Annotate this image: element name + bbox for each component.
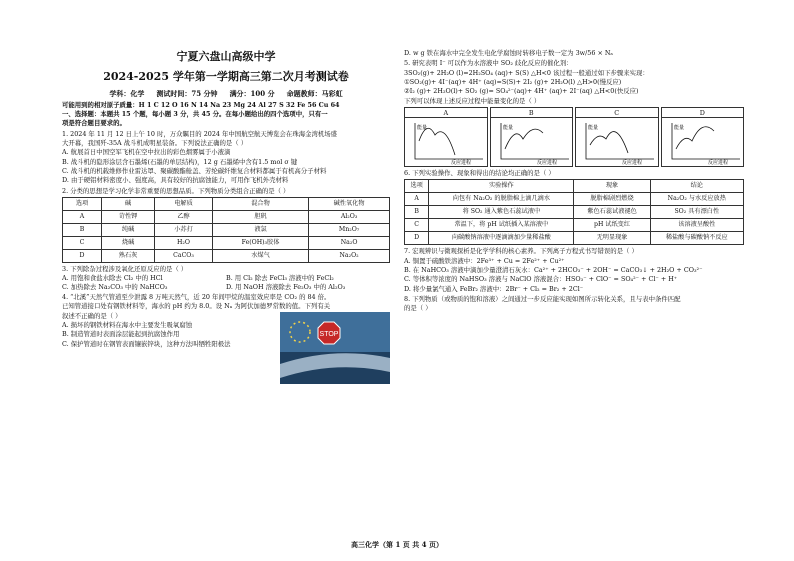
right-column (404, 48, 744, 314)
graph-label: A (405, 109, 487, 118)
q7-stem: 7. 宏观辨识与微观探析是化学学科的核心素养。下列离子方程式书写错误的是（ ） (404, 247, 638, 256)
table-cell: 将 SO₂ 通入紫色石蕊试液中 (429, 206, 574, 219)
q4-stem: 4. “北溪”天然气管道至少泄露 8 万吨天然气，近 20 年间甲烷的温室效应率是 CO₂ 的 84 倍。 (62, 292, 331, 301)
q4-option-c: C. 保护管道时在钢管表面镶嵌锌块，这种方法叫牺牲阳极法 (62, 339, 231, 348)
q3-option-d: D. 用 NaOH 溶液除去 Fe₂O₃ 中的 Al₂O₃ (226, 282, 346, 291)
q3-option-a: A. 用饱和食盐水除去 Cl₂ 中的 HCl (62, 274, 163, 283)
q1-option-b: B. 战斗机的隐形涂层含石墨烯(石墨的单层结构)，12 g 石墨烯中含有1.5 mol σ 键 (62, 157, 298, 166)
q6-stem: 6. 下列实验操作、现象和得出的结论均正确的是（ ） (404, 168, 555, 177)
question-6 (404, 169, 744, 245)
table-header: 现象 (574, 180, 650, 193)
q7-option-c: C. 等体积等浓度的 NaHSO₃ 溶液与 NaClO 溶液混合：HSO₃⁻ + ClO⁻ = SO₄²⁻ + Cl⁻ + H⁺ (404, 275, 678, 284)
left-column (62, 50, 390, 384)
table-cell: 紫色石蕊试液褪色 (574, 206, 650, 219)
question-2 (62, 187, 390, 263)
q4-stem-2: 已知管道接口处有钢铁材料等，海水的 pH 约为 8.0。设 Nₐ 为阿伏加德罗常数的值。下列有关 (62, 302, 331, 311)
axis-y-label: 能量 (588, 124, 599, 131)
energy-curve (491, 119, 571, 165)
table-cell: C (63, 236, 102, 249)
table-cell: B (405, 206, 429, 219)
table-header: 混合物 (212, 197, 308, 210)
q2-stem: 2. 分类的思想是学习化学非常重要的思想品质。下列物质分类组合正确的是（ ） (62, 186, 290, 195)
table-cell: 胆矾 (212, 210, 308, 223)
atomic-masses: 可能用到的相对原子质量：H 1 C 12 O 16 N 14 Na 23 Mg 24 Al 27 S 32 Fe 56 Cu 64 (62, 100, 340, 109)
table-cell: pH 试纸变红 (574, 219, 650, 232)
question-8 (404, 295, 744, 313)
q3-option-b: B. 用 Cl₂ 除去 FeCl₃ 溶液中的 FeCl₂ (226, 274, 334, 283)
graph-label: B (491, 109, 573, 118)
table-cell: 纯碱 (102, 223, 155, 236)
axis-x-label: 反应进程 (622, 159, 643, 165)
axis-y-label: 能量 (502, 124, 513, 131)
table-header: 选项 (63, 197, 102, 210)
q4-option-b: B. 制造管道时表面涂层能起到抗腐蚀作用 (62, 330, 180, 339)
q7-option-b: B. 在 NaHCO₃ 溶液中滴加少量澄清石灰水：Ca²⁺ + 2HCO₃⁻ + 2OH⁻ = CaCO₃↓ + 2H₂O + CO₃²⁻ (404, 265, 703, 274)
q5-energy-graphs (404, 107, 744, 167)
q1-option-d: D. 由于硬铝材料密度小、强度高，具有较好的抗腐蚀能力，可用作飞机外壳材料 (62, 176, 289, 185)
table-cell: 向碳酸钠溶液中逐滴滴加少量稀盐酸 (429, 232, 574, 245)
q5-stem: 5. 研究表明 I⁻ 可以作为水溶液中 SO₂ 歧化反应的催化剂： (404, 59, 573, 68)
table-header: 结论 (650, 180, 743, 193)
table-cell: 小苏打 (155, 223, 213, 236)
table-cell: B (63, 223, 102, 236)
axis-x-label: 反应进程 (707, 159, 728, 165)
q2-table (62, 197, 390, 263)
table-cell: D (63, 249, 102, 262)
graph-label: C (576, 109, 658, 118)
q7-option-d: D. 将少量氯气通入 FeBr₂ 溶液中：2Br⁻ + Cl₂ = Br₂ + 2Cl⁻ (404, 284, 584, 293)
table-cell: CaCO₃ (155, 249, 213, 262)
table-header: 电解质 (155, 197, 213, 210)
q8-stem: 8. 下列物质（或物质的饱和溶液）之间通过一步反应能实现如图所示转化关系，且与表中条件匹配 (404, 294, 681, 303)
table-row (405, 193, 744, 206)
q3-options-row-2 (62, 283, 390, 291)
q3-option-c: C. 加热除去 Na₂CO₃ 中的 NaHCO₃ (62, 282, 168, 291)
q8-stem-2: 的是（ ） (404, 304, 432, 313)
q6-table (404, 179, 744, 245)
table-header: 选项 (405, 180, 429, 193)
energy-graph-c (575, 107, 659, 167)
table-header-row (405, 180, 744, 193)
section1-title: 一、选择题：本题共 15 个题，每小题 3 分，共 45 分。在每小题给出的四个选项中，只有一 (62, 110, 328, 119)
table-cell: D (405, 232, 429, 245)
q5-step-2: ②I₂ (g)+ 2H₂O(l)+ SO₂ (g)= SO₄²⁻(aq)+ 4H⁺ (aq)+ 2I⁻(aq) △H<0(快反应) (404, 87, 639, 96)
q4-stem-3: 叙述不正确的是（ ） (62, 311, 122, 320)
table-row (63, 249, 390, 262)
table-cell: 液氯 (212, 223, 308, 236)
exam-meta (62, 89, 390, 98)
table-row (405, 219, 744, 232)
table-header-row (63, 197, 390, 210)
q5-equation: 3SO₂(g)+ 2H₂O (l)=2H₂SO₄ (aq)+ S(S) △H<0 该过程一般通过如下步骤来实现： (404, 68, 649, 77)
question-3 (62, 265, 390, 291)
q1-stem-2: 大开幕，我国歼-35A 战斗机成明星装备。下列说法正确的是（ ） (62, 139, 248, 147)
q4-option-a: A. 损坏的钢铁材料在海水中主要发生吸氧腐蚀 (62, 320, 193, 329)
table-cell: 常温下，将 pH 试纸插入某溶液中 (429, 219, 574, 232)
q5-step-1: ①SO₂(g)+ 4I⁻(aq)+ 4H⁺ (aq)=S(S)+ 2I₂ (g)+ 2H₂O(l) △H>0(慢反应) (404, 77, 622, 86)
test-time: 测试时间：75 分钟 (156, 88, 218, 98)
table-cell: A (63, 210, 102, 223)
table-cell: 苛性钾 (102, 210, 155, 223)
full-score: 满分：100 分 (229, 88, 275, 98)
question-5 (404, 59, 744, 167)
table-cell: 该溶液呈酸性 (650, 219, 743, 232)
table-cell: Al₂O₃ (309, 210, 390, 223)
q1-stem: 1. 2024 年 11 月 12 日上午 10 时，万众瞩目的 2024 年中国航空航天博览会在珠海金湾机场盛 (62, 129, 338, 138)
axis-y-label: 能量 (417, 124, 428, 131)
table-cell: Na₂O₂ (309, 249, 390, 262)
section1-title-2: 项是符合题目要求的。 (62, 119, 126, 128)
table-row (405, 206, 744, 219)
energy-graph-b (490, 107, 574, 167)
table-cell: Fe(OH)₃胶体 (212, 236, 308, 249)
table-cell: Na₂O₂ 与水反应放热 (650, 193, 743, 206)
page-footer: 高三化学（第 1 页 共 4 页） (351, 540, 443, 549)
table-cell: 乙醇 (155, 210, 213, 223)
axis-x-label: 反应进程 (536, 159, 557, 165)
table-cell: C (405, 219, 429, 232)
author: 命题教师：马彩虹 (286, 88, 343, 98)
stop-sign-text: STOP (319, 330, 339, 338)
q1-option-c: C. 战斗机的机载维修作业雷达罩、聚碳酸酯舱盖、芳纶碳纤维复合材料都属于有机高分子材料 (62, 166, 327, 175)
table-cell: SO₂ 具有漂白性 (650, 206, 743, 219)
table-cell: 熟石灰 (102, 249, 155, 262)
q4-option-d: D. w g 铁在海水中完全发生电化学腐蚀时转移电子数一定为 3w/56 × Nₐ (404, 49, 613, 57)
table-row (63, 236, 390, 249)
q3-options-row-1 (62, 274, 390, 282)
axis-y-label: 能量 (673, 124, 684, 131)
q1-option-a: A. 航展首日中国空军飞机在空中拉出的彩色烟雾属于小液滴 (62, 148, 231, 157)
table-cell: 稀盐酸与碳酸钠不反应 (650, 232, 743, 245)
graph-label: D (662, 109, 744, 118)
energy-curve (662, 119, 742, 165)
question-7 (404, 247, 744, 293)
table-cell: 无明显现象 (574, 232, 650, 245)
table-cell: Na₂O (309, 236, 390, 249)
table-header: 碱 (102, 197, 155, 210)
energy-curve (576, 119, 656, 165)
table-header: 实验操作 (429, 180, 574, 193)
subject: 学科：化学 (109, 88, 145, 98)
axis-x-label: 反应进程 (451, 159, 472, 165)
energy-curve (405, 119, 485, 165)
table-cell: A (405, 193, 429, 206)
table-row (63, 210, 390, 223)
table-row (405, 232, 744, 245)
q7-option-a: A. 铜置于硫酸铁溶液中：2Fe³⁺ + Cu = 2Fe²⁺ + Cu²⁺ (404, 256, 565, 265)
q3-stem: 3. 下列除杂过程涉及氧化还原反应的是（ ） (62, 264, 188, 273)
pipeline-image (280, 312, 390, 384)
table-cell: H₂O (155, 236, 213, 249)
question-1 (62, 130, 390, 185)
q5-ask: 下列可以体现上述反应过程中能量变化的是（ ） (404, 96, 541, 105)
energy-graph-a (404, 107, 488, 167)
table-cell: 烧碱 (102, 236, 155, 249)
table-row (63, 223, 390, 236)
table-header: 碱性氧化物 (309, 197, 390, 210)
table-cell: 脱脂棉剧烈燃烧 (574, 193, 650, 206)
table-cell: 水煤气 (212, 249, 308, 262)
question-4 (62, 293, 390, 348)
table-cell: 向包有 Na₂O₂ 的脱脂棉上滴几滴水 (429, 193, 574, 206)
table-cell: Mn₂O₇ (309, 223, 390, 236)
school-title: 宁夏六盘山高级中学 (176, 50, 276, 63)
energy-graph-d (661, 107, 745, 167)
exam-title: 2024-2025 学年第一学期高三第二次月考测试卷 (103, 70, 349, 84)
